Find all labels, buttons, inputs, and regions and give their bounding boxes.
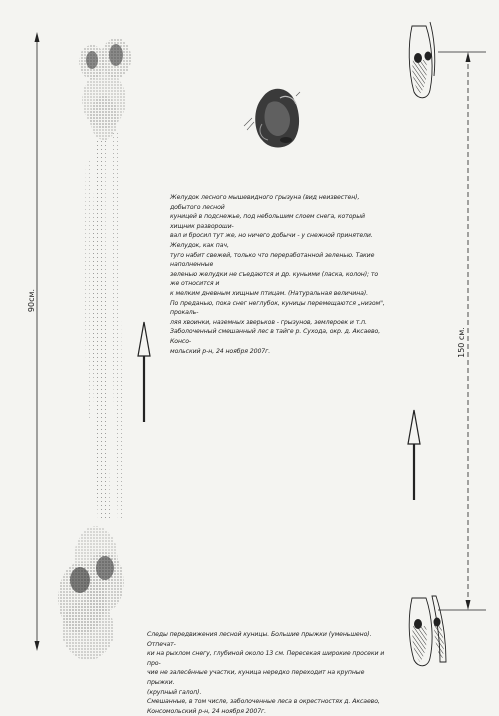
desc-bottom-line: Смешанные, в том числе, заболоченные леса в окрестностях д. Аксаево, <box>147 698 380 706</box>
desc-top-line: зеленью желудки не съедаются и др. куньими (ласка, колон); то же относится и <box>170 270 379 288</box>
right-measure-label: 150 см. <box>456 327 466 358</box>
desc-top-line: Желудок лесного мышевидного грызуна (вид неизвестен), добытого лесной <box>170 194 360 211</box>
left-measure-line <box>35 32 40 651</box>
desc-top-line: куницей в подснежье, под небольшим слоем снега, который хищник развороши- <box>170 213 365 230</box>
desc-top-line: мольский р-н, 24 ноября 2007г. <box>170 347 271 355</box>
desc-top-line: ляя хвоинки, наземных зверьков - грызунов, землероек и т.п. <box>170 318 367 326</box>
track-right-bottom <box>409 596 446 666</box>
arrow-right <box>408 410 420 500</box>
desc-bottom-line: чие не залесённые участки, куница нередко переходит на крупные прыжки. <box>147 669 365 686</box>
desc-bottom-line: Следы передвижения лесной куницы. Большие прыжки (уменьшено). Отпечат- <box>147 631 372 648</box>
track-trail <box>85 130 124 520</box>
track-left-top <box>79 38 131 140</box>
desc-bottom-line: ки на рыхлом снегу, глубиной около 13 см. Пересекая широкие просеки и про- <box>147 650 385 667</box>
stomach-illustration <box>244 89 300 148</box>
desc-top-line: к мелким дневным хищным птицам. (Натуральная величина). <box>170 289 369 297</box>
left-measure-label: 90см. <box>27 288 37 313</box>
desc-top-line: вал и бросил тут же, но ничего добычи - у снежной принятели. Желудок, как пач, <box>170 232 373 249</box>
stomach-description <box>170 193 385 356</box>
desc-bottom-line: (крупный галоп). <box>147 688 202 696</box>
arrow-left <box>138 322 150 422</box>
desc-top-line: Заболоченный смешанный лес в тайге р. Сухода, окр. д. Аксаево, Консо- <box>170 328 381 345</box>
desc-top-line: По преданью, пока снег неглубок, куницы перемещаются „низом", прокаль- <box>170 299 385 317</box>
desc-bottom-line: Консомольский р-н, 24 ноября 2007г. <box>147 707 267 715</box>
track-right-top <box>409 22 435 98</box>
desc-top-line: туго набит свежей, только что переработанной зеленью. Такие наполненные <box>170 251 375 269</box>
track-left-bottom <box>58 526 124 660</box>
track-description <box>147 630 392 716</box>
